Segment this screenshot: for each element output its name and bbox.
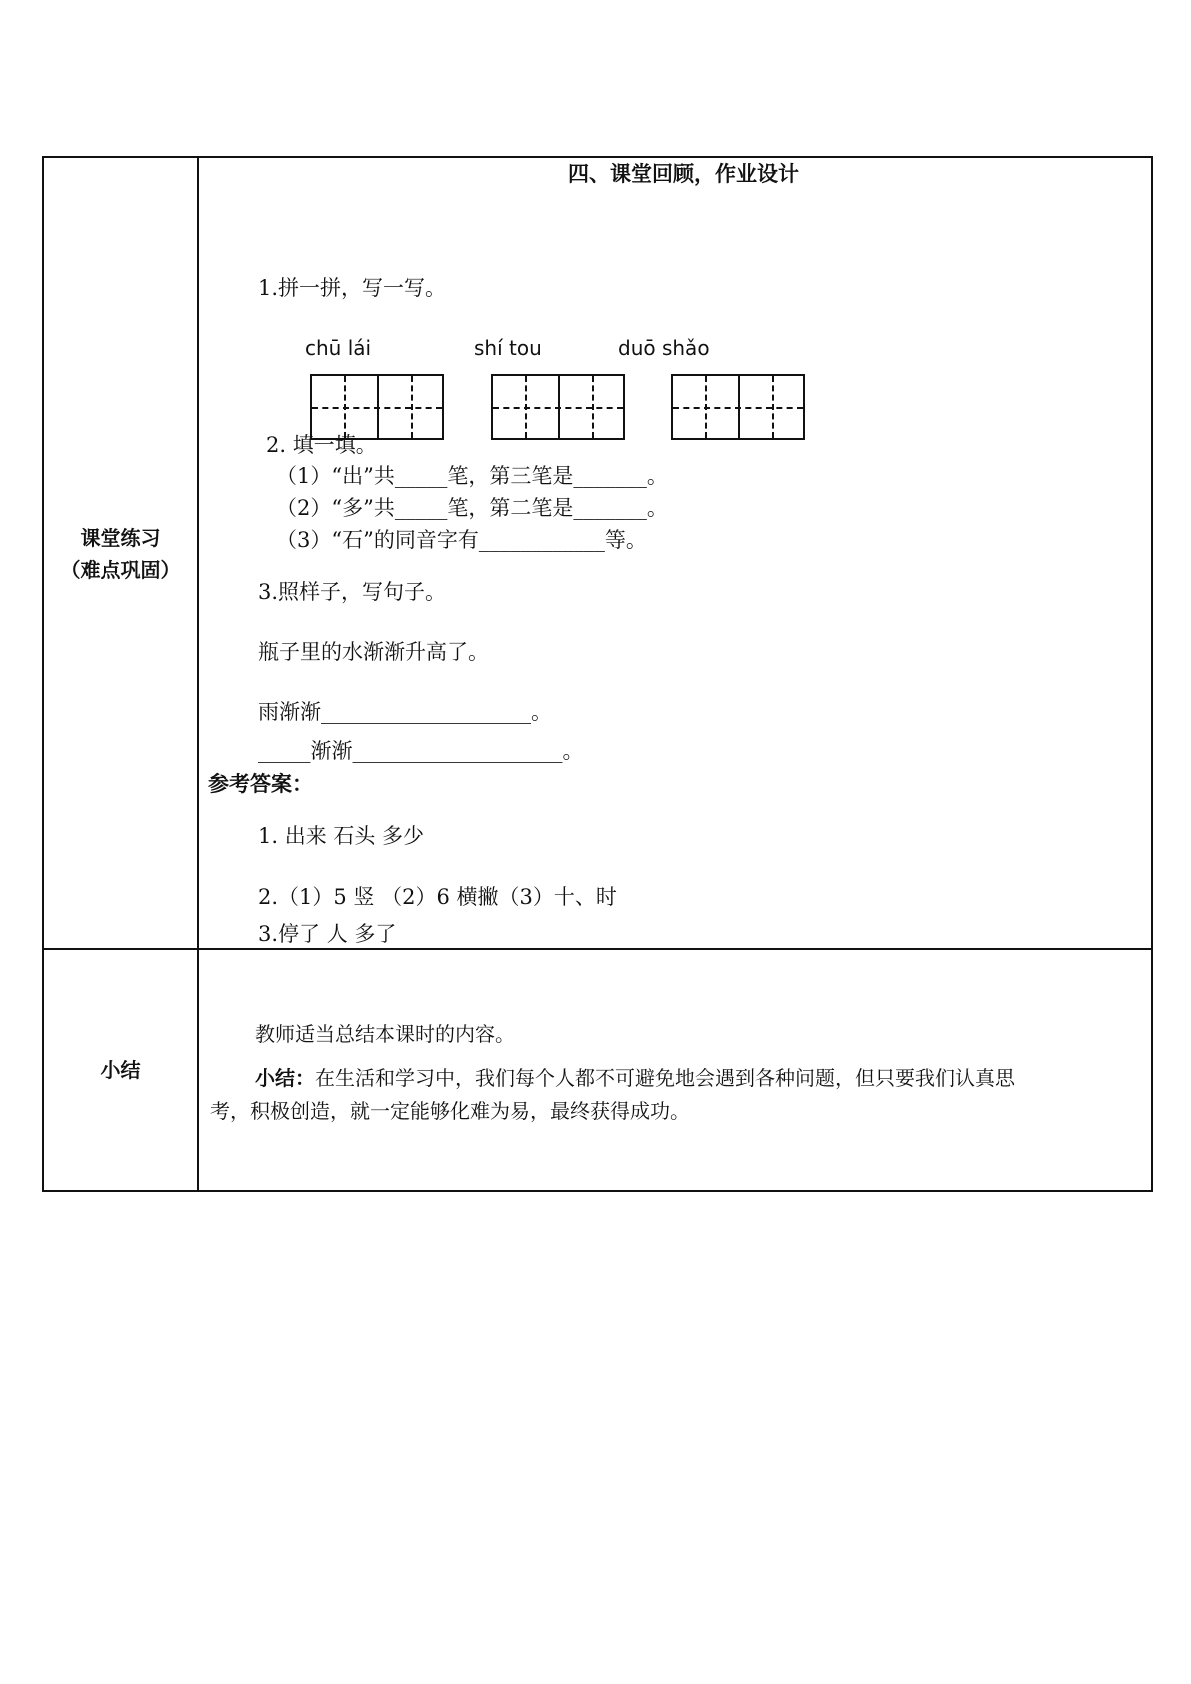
row-label-summary: 小结: [100, 1058, 141, 1082]
pinyin-label: shí tou: [474, 336, 542, 360]
summary-paragraph-line: [255, 1064, 1015, 1092]
answer-item: 3.停了 人 多了: [258, 922, 397, 946]
pinyin-label: chū lái: [305, 336, 372, 360]
lesson-table: [42, 156, 1153, 1192]
row-divider: [42, 948, 1153, 950]
row-label-line: 课堂练习: [80, 526, 161, 550]
fill-blank-item: （3）“石”的同音字有____________等。: [276, 528, 647, 552]
summary-paragraph-line: 考，积极创造，就一定能够化难为易，最终获得成功。: [210, 1099, 690, 1123]
sentence-blank: _____渐渐____________________。: [258, 739, 584, 763]
column-divider: [197, 156, 199, 1192]
summary-label: 小结：: [255, 1066, 315, 1090]
answer-item: 1. 出来 石头 多少: [258, 824, 425, 848]
row-label-practice: [44, 522, 197, 586]
answer-key-title: 参考答案：: [208, 772, 313, 796]
summary-intro: 教师适当总结本课时的内容。: [255, 1022, 515, 1046]
writing-grid: [671, 374, 805, 440]
summary-text: 在生活和学习中，我们每个人都不可避免地会遇到各种问题，但只要我们认真思: [315, 1066, 1015, 1090]
exercise-1-prompt: 1.拼一拼，写一写。: [258, 276, 447, 300]
sentence-blank: 雨渐渐____________________。: [258, 700, 552, 724]
example-sentence: 瓶子里的水渐渐升高了。: [258, 640, 489, 664]
section-title: 四、课堂回顾，作业设计: [568, 162, 799, 186]
exercise-2-prompt: 2. 填一填。: [266, 433, 377, 457]
exercise-3-prompt: 3.照样子，写句子。: [258, 580, 447, 604]
fill-blank-item: （2）“多”共_____笔，第二笔是_______。: [276, 496, 668, 520]
answer-item: 2.（1）5 竖 （2）6 横撇（3）十、时: [258, 885, 617, 909]
pinyin-label: duō shǎo: [618, 336, 710, 360]
row-label-line: （难点巩固）: [60, 558, 181, 582]
writing-grid: [491, 374, 625, 440]
fill-blank-item: （1）“出”共_____笔，第三笔是_______。: [276, 464, 668, 488]
